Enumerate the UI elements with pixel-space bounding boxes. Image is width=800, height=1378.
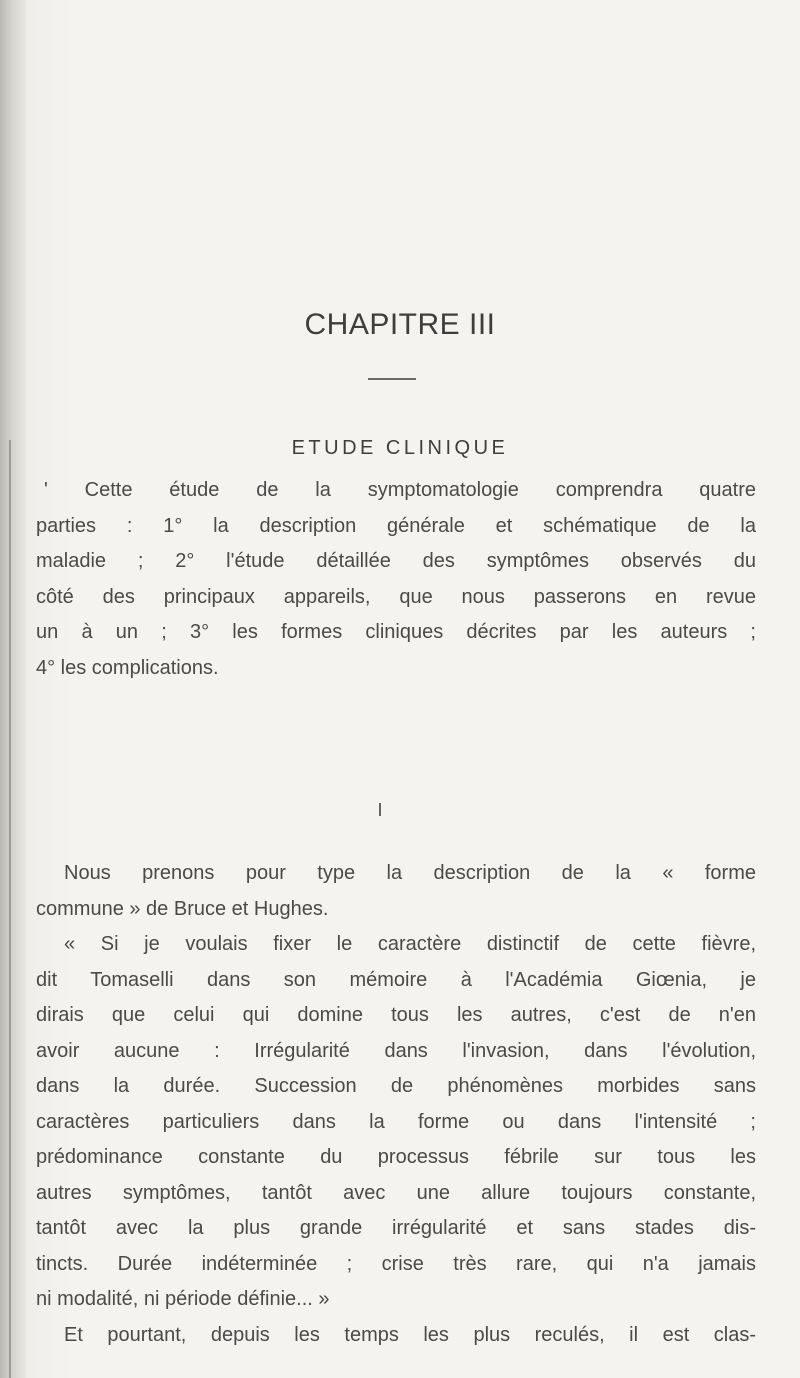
intro-paragraph: [36, 473, 756, 686]
text-line: dirais que celui qui domine tous les autres, c'est de n'en: [36, 1004, 756, 1026]
text-line: commune » de Bruce et Hughes.: [36, 897, 329, 920]
section-number: I: [377, 800, 383, 820]
section-title: ETUDE CLINIQUE: [291, 437, 509, 459]
chapter-title: CHAPITRE III: [304, 308, 496, 341]
text-line: prédominance constante du processus fébrile sur tous les: [36, 1146, 756, 1168]
text-line: un à un ; 3° les formes cliniques décrites par les auteurs ;: [36, 621, 756, 643]
page-binding-edge: [0, 0, 26, 1378]
text-line: ' Cette étude de la symptomatologie comprendra quatre: [44, 479, 756, 501]
text-line: avoir aucune : Irrégularité dans l'invasion, dans l'évolution,: [36, 1039, 756, 1062]
text-line: parties : 1° la description générale et schématique de la: [36, 514, 756, 537]
text-line: 4° les complications.: [36, 656, 219, 679]
section-one-body: [36, 856, 756, 1353]
binding-shadow-line: [9, 440, 11, 1378]
text-line: dit Tomaselli dans son mémoire à l'Académia Giœnia, je: [36, 968, 756, 991]
title-divider: [368, 378, 416, 380]
text-line: tincts. Durée indéterminée ; crise très rare, qui n'a jamais: [36, 1252, 756, 1275]
text-line: dans la durée. Succession de phénomènes morbides sans: [36, 1075, 756, 1097]
text-line: côté des principaux appareils, que nous passerons en revue: [36, 585, 756, 608]
text-line: « Si je voulais fixer le caractère distinctif de cette fièvre,: [64, 933, 756, 955]
text-line: Nous prenons pour type la description de la « forme: [64, 862, 756, 884]
text-line: maladie ; 2° l'étude détaillée des symptômes observés du: [36, 550, 756, 572]
text-line: Et pourtant, depuis les temps les plus reculés, il est clas-: [64, 1323, 756, 1346]
text-line: caractères particuliers dans la forme ou dans l'intensité ;: [36, 1110, 756, 1133]
text-line: tantôt avec la plus grande irrégularité et sans stades dis-: [36, 1217, 756, 1239]
text-line: ni modalité, ni période définie... »: [36, 1288, 330, 1310]
text-line: autres symptômes, tantôt avec une allure toujours constante,: [36, 1181, 756, 1204]
